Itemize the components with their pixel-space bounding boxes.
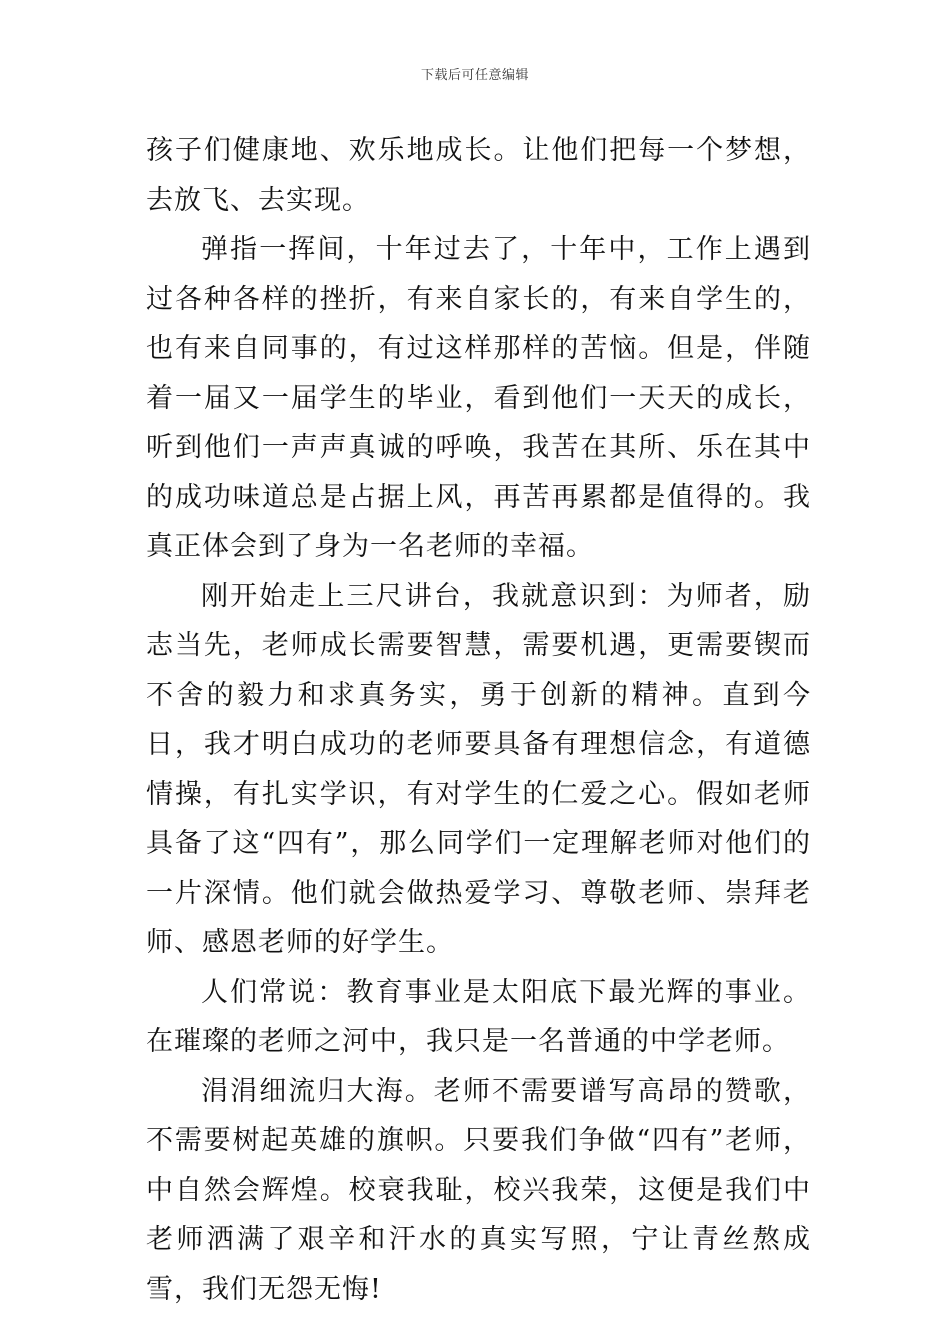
paragraph-5: 涓涓细流归大海。老师不需要谱写高昂的赞歌，不需要树起英雄的旗帜。只要我们争做“四有”老师，中自然会辉煌。校衰我耻，校兴我荣，这便是我们中老师洒满了艰辛和汗水的真实写照，宁让青丝熬成雪，我们无怨无悔! — [146, 1075, 811, 1305]
paragraph-1: 孩子们健康地、欢乐地成长。让他们把每一个梦想，去放飞、去实现。 — [146, 135, 811, 216]
paragraph-3: 刚开始走上三尺讲台，我就意识到：为师者，励志当先，老师成长需要智慧，需要机遇，更需要锲而不舍的毅力和求真务实，勇于创新的精神。直到今日，我才明白成功的老师要具备有理想信念，有道德情操，有扎实学识，有对学生的仁爱之心。假如老师具备了这“四有”，那么同学们一定理解老师对他们的一片深情。他们就会做热爱学习、尊敬老师、崇拜老师、感恩老师的好学生。 — [146, 580, 811, 958]
paragraph-4: 人们常说：教育事业是太阳底下最光辉的事业。在璀璨的老师之河中，我只是一名普通的中学老师。 — [146, 976, 811, 1057]
page-header: 下载后可任意编辑 — [420, 68, 529, 83]
document-body — [146, 126, 811, 1314]
paragraph-2: 弹指一挥间，十年过去了，十年中，工作上遇到过各种各样的挫折，有来自家长的，有来自学生的，也有来自同事的，有过这样那样的苦恼。但是，伴随着一届又一届学生的毕业，看到他们一天天的成长，听到他们一声声真诚的呼唤，我苦在其所、乐在其中的成功味道总是占据上风，再苦再累都是值得的。我真正体会到了身为一名老师的幸福。 — [146, 234, 811, 562]
